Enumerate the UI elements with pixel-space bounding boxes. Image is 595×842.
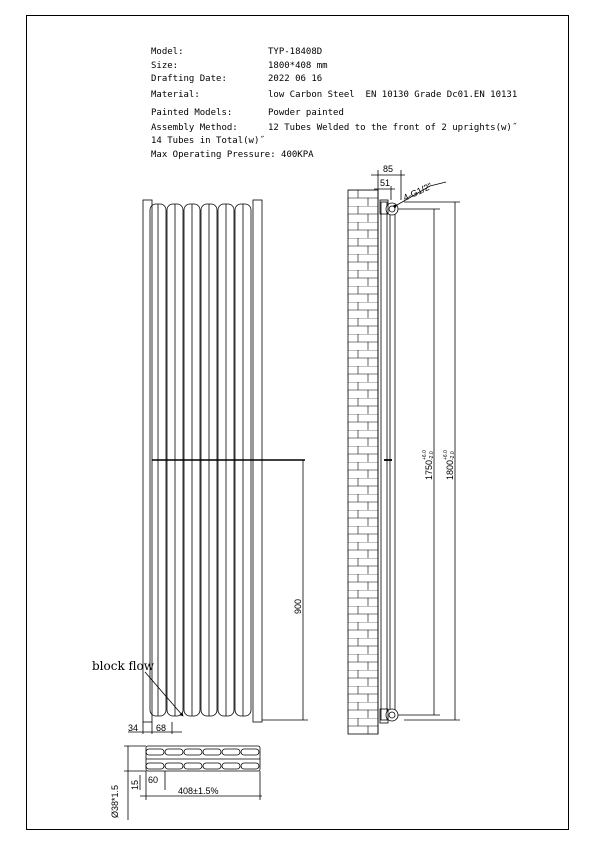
dim-1800: 1800 [445, 459, 455, 480]
drafting-date-value: 2022 06 16 [268, 74, 323, 84]
painted-models-label: Painted Models: [151, 108, 233, 118]
dim-408: 408±1.5% [178, 786, 219, 796]
dim-1750: 1750 [424, 459, 434, 480]
tubes-total-text: 14 Tubes in Total(w)˝ [151, 136, 265, 146]
material-label: Material: [151, 90, 200, 100]
dim-connection: 4-G1/2" [401, 180, 434, 203]
upright-left [143, 200, 152, 722]
brick-wall [348, 190, 378, 734]
dim-68: 68 [156, 723, 167, 733]
dim-60: 60 [148, 775, 159, 785]
dim-34: 34 [128, 723, 139, 733]
assembly-method-value: 12 Tubes Welded to the front of 2 uprights(w)˝ [268, 123, 518, 133]
dim-1750-tol-plus: +6.0 [422, 450, 428, 460]
model-value: TYP-18408D [268, 47, 323, 57]
model-label: Model: [151, 47, 184, 57]
block-flow-label: block flow [92, 659, 155, 673]
assembly-method-label: Assembly Method: [151, 123, 238, 133]
size-value: 1800*408 mm [268, 61, 328, 71]
dim-15: 15 [130, 779, 140, 790]
dim-tube-diameter: Ø38*1.5 [110, 784, 120, 818]
size-label: Size: [151, 61, 179, 71]
material-value: low Carbon Steel EN 10130 Grade Dc01.EN 10131 [268, 90, 518, 100]
front-view [128, 200, 308, 734]
drafting-date-label: Drafting Date: [151, 74, 227, 84]
max-pressure-text: Max Operating Pressure: 400KPA [151, 150, 314, 160]
upright-right [253, 200, 262, 722]
dim-1800-tol-minus: -2.0 [450, 451, 456, 460]
section-view [124, 746, 262, 820]
dim-1750-tol-minus: -2.0 [429, 451, 435, 460]
dim-51: 51 [380, 178, 391, 188]
dim-900: 900 [293, 598, 303, 614]
dim-85: 85 [383, 164, 394, 174]
painted-models-value: Powder painted [268, 108, 344, 118]
dim-1800-tol-plus: +6.0 [443, 450, 449, 460]
